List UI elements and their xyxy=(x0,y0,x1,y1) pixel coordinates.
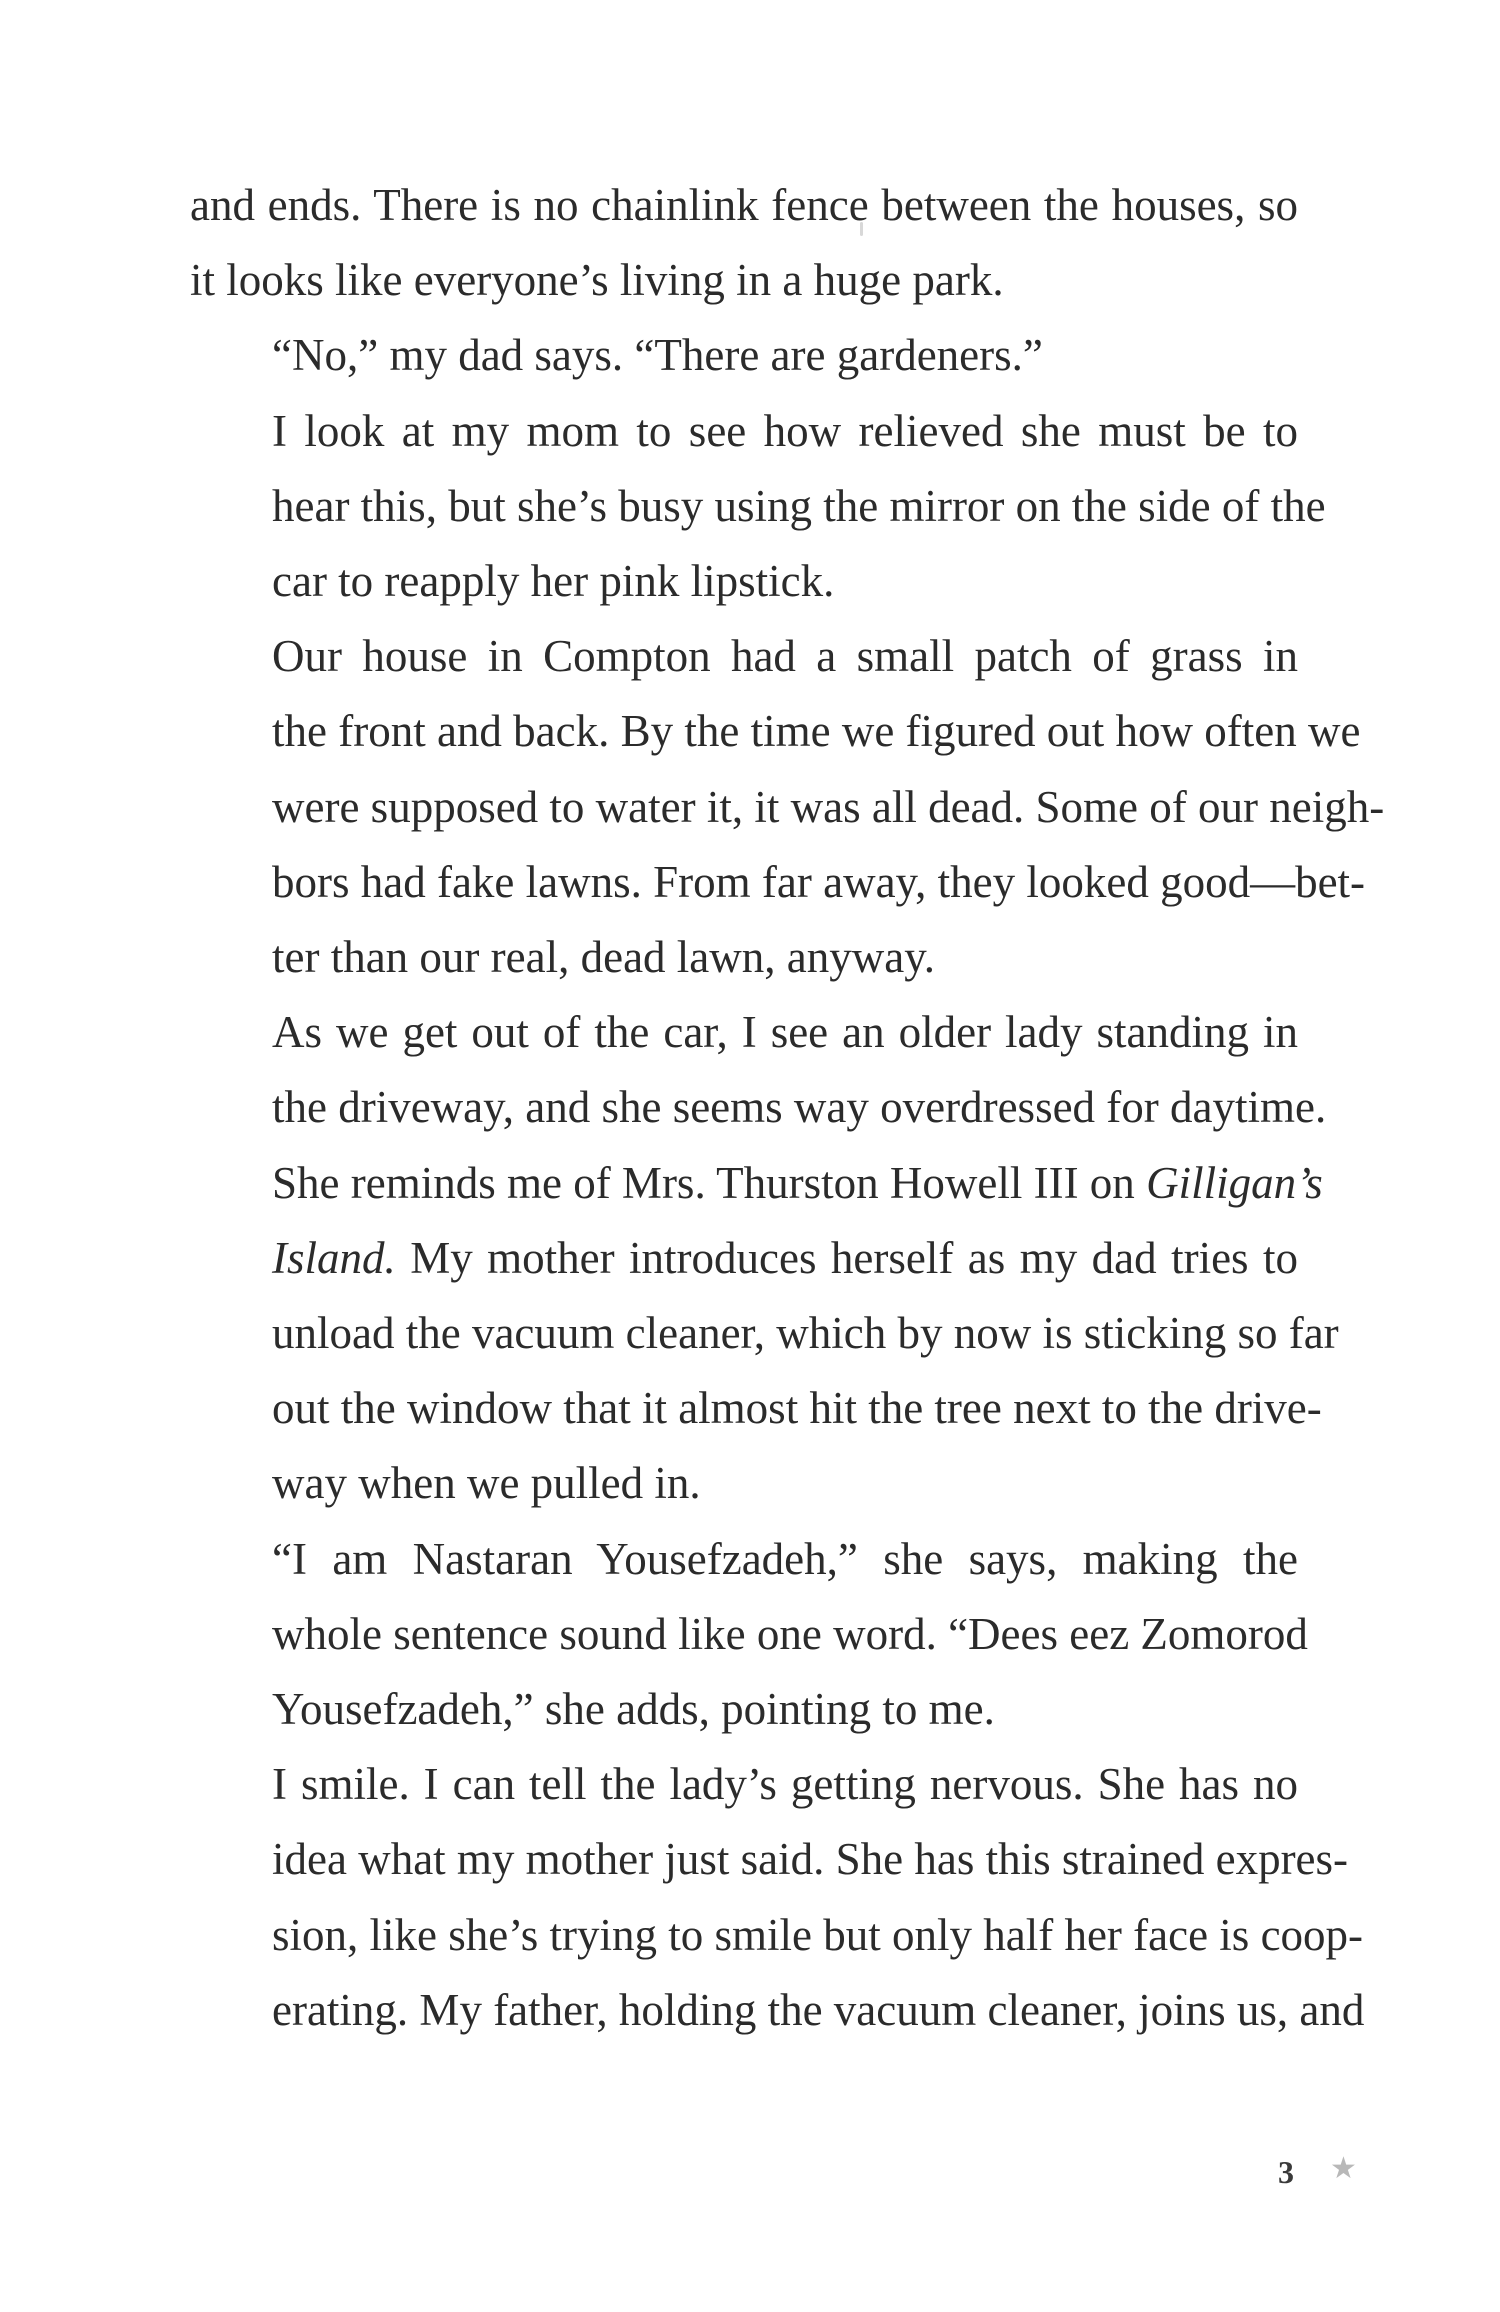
text-line: hear this, but she’s busy using the mirror on the side of the xyxy=(272,480,1326,531)
text-line: I look at my mom to see how relieved she must be to xyxy=(272,405,1298,456)
paragraph xyxy=(190,394,1326,620)
text-line: Our house in Compton had a small patch of grass in xyxy=(272,631,1298,682)
text-line: idea what my mother just said. She has this strained expres- xyxy=(272,1834,1349,1885)
text-line: “No,” my dad says. “There are gardeners.” xyxy=(272,330,1043,381)
paragraph xyxy=(190,318,1298,393)
page-number: 3 xyxy=(1278,2154,1294,2190)
text-line: and ends. There is no chainlink fence between the houses, so xyxy=(190,180,1298,230)
text-line: it looks like everyone’s living in a huge park. xyxy=(190,255,1004,306)
text-line: were supposed to water it, it was all dead. Some of our neigh- xyxy=(272,781,1385,832)
paragraph xyxy=(190,1747,1365,2048)
italic-title: Gilligan’s xyxy=(1146,1157,1323,1208)
text-line: way when we pulled in. xyxy=(272,1458,701,1509)
paragraph xyxy=(190,168,1298,318)
text-line: the driveway, and she seems way overdressed for daytime. xyxy=(272,1082,1327,1133)
text-line: ter than our real, dead lawn, anyway. xyxy=(272,932,936,983)
text-line: I smile. I can tell the lady’s getting nervous. She has no xyxy=(272,1759,1298,1810)
paragraph xyxy=(190,619,1385,995)
text-line: the front and back. By the time we figured out how often we xyxy=(272,706,1361,757)
text-line: bors had fake lawns. From far away, they looked good—bet- xyxy=(272,856,1366,907)
text-line-with-italic: Island. My mother introduces herself as my dad tries to xyxy=(272,1232,1298,1283)
text-line: whole sentence sound like one word. “Dees eez Zomorod xyxy=(272,1608,1308,1659)
text-line-with-italic: She reminds me of Mrs. Thurston Howell III on Gilligan’s xyxy=(272,1157,1323,1208)
text-line: Yousefzadeh,” she adds, pointing to me. xyxy=(272,1684,995,1735)
text-line: car to reapply her pink lipstick. xyxy=(272,556,835,607)
body-text xyxy=(190,168,1385,2048)
text-line: “I am Nastaran Yousefzadeh,” she says, making the xyxy=(272,1533,1298,1584)
italic-title: Island. xyxy=(272,1232,396,1283)
star-ornament-icon: ★ xyxy=(1330,2152,1357,2185)
paragraph xyxy=(190,995,1339,1521)
text-line: out the window that it almost hit the tree next to the drive- xyxy=(272,1383,1322,1434)
text-line: sion, like she’s trying to smile but only half her face is coop- xyxy=(272,1909,1364,1960)
text-line: As we get out of the car, I see an older lady standing in xyxy=(272,1007,1298,1058)
text-line: erating. My father, holding the vacuum cleaner, joins us, and xyxy=(272,1984,1365,2035)
text-line: unload the vacuum cleaner, which by now is sticking so far xyxy=(272,1308,1339,1359)
paragraph xyxy=(190,1522,1308,1748)
